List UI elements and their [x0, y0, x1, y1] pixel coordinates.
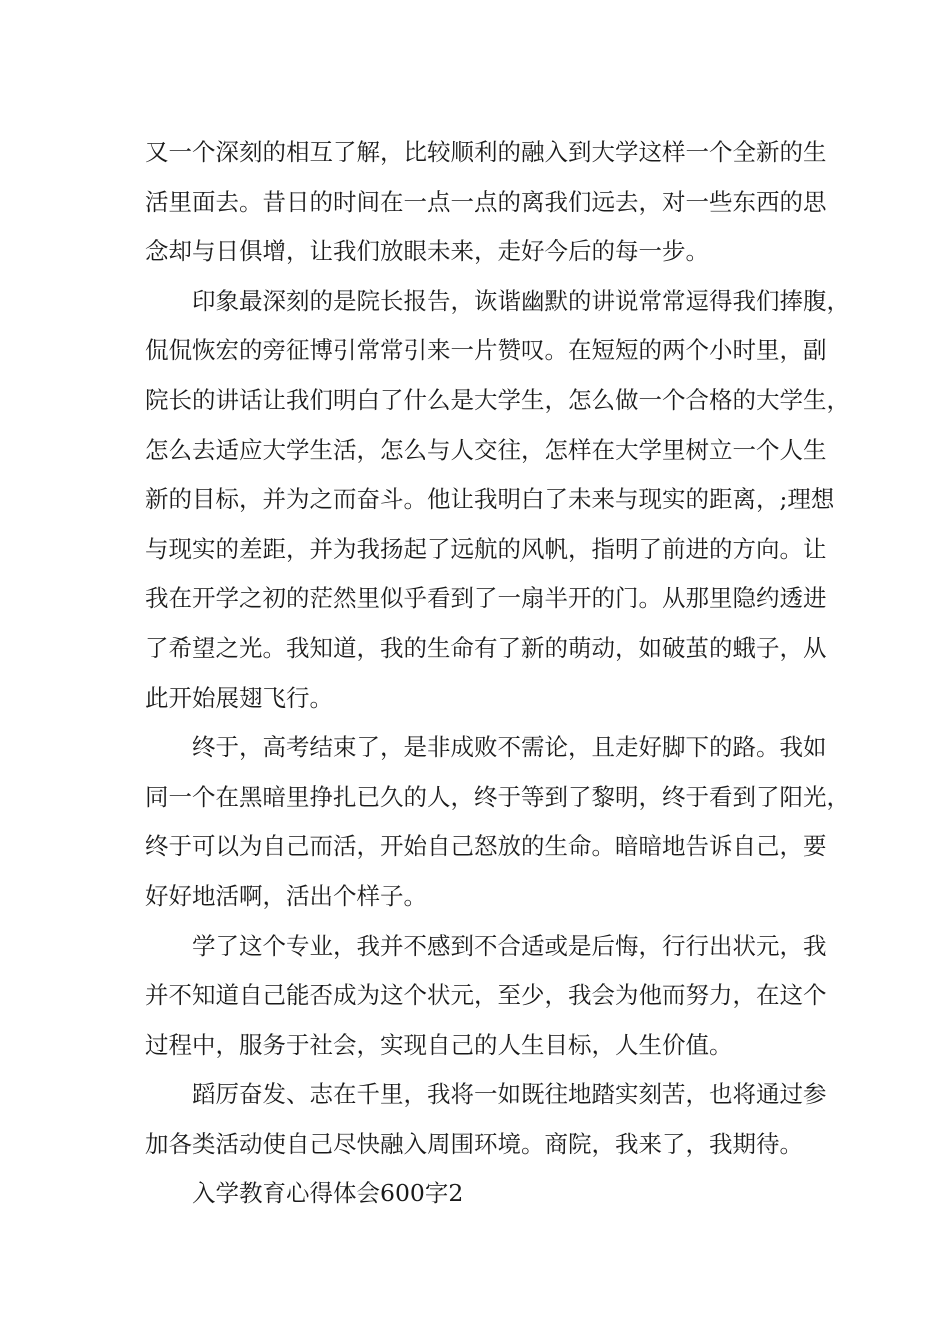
document-body — [145, 128, 850, 1219]
paragraph-2 — [145, 277, 850, 723]
text-line: 同一个在黑暗里挣扎已久的人，终于等到了黎明，终于看到了阳光， — [145, 782, 850, 811]
paragraph-4 — [145, 922, 827, 1071]
text-line: 并不知道自己能否成为这个状元，至少，我会为他而努力，在这个 — [145, 981, 827, 1010]
text-line: 我在开学之初的茫然里似乎看到了一扇半开的门。从那里隐约透进 — [145, 584, 827, 613]
text-line: 侃侃恢宏的旁征博引常常引来一片赞叹。在短短的两个小时里，副 — [145, 336, 827, 365]
paragraph-1 — [145, 128, 827, 277]
text-line: 院长的讲话让我们明白了什么是大学生，怎么做一个合格的大学生， — [145, 385, 850, 414]
text-line: 又一个深刻的相互了解，比较顺利的融入到大学这样一个全新的生 — [145, 138, 827, 166]
text-line: 学了这个专业，我并不感到不合适或是后悔，行行出状元，我 — [192, 931, 827, 960]
text-line: 过程中，服务于社会，实现自己的人生目标，人生价值。 — [145, 1030, 733, 1059]
text-line: 了希望之光。我知道，我的生命有了新的萌动，如破茧的蛾子，从 — [145, 633, 827, 662]
text-line: 好好地活啊，活出个样子。 — [145, 881, 427, 910]
text-line: 与现实的差距，并为我扬起了远航的风帆，指明了前进的方向。让 — [145, 534, 827, 563]
paragraph-3 — [145, 723, 850, 921]
text-line: 终于，高考结束了，是非成败不需论，且走好脚下的路。我如 — [192, 733, 827, 762]
text-line: 新的目标，并为之而奋斗。他让我明白了未来与现实的距离，;理想 — [145, 485, 835, 514]
text-line: 加各类活动使自己尽快融入周围环境。商院，我来了，我期待。 — [145, 1129, 803, 1158]
section-heading — [145, 1169, 817, 1219]
text-line: 终于可以为自己而活，开始自己怒放的生命。暗暗地告诉自己，要 — [145, 832, 827, 861]
paragraph-5 — [145, 1070, 827, 1169]
text-line: 入学教育心得体会600字2 — [192, 1179, 464, 1208]
text-line: 活里面去。昔日的时间在一点一点的离我们远去，对一些东西的思 — [145, 187, 827, 216]
text-line: 怎么去适应大学生活，怎么与人交往，怎样在大学里树立一个人生 — [145, 435, 827, 464]
text-line: 蹈厉奋发、志在千里，我将一如既往地踏实刻苦，也将通过参 — [192, 1080, 827, 1109]
text-line: 念却与日俱增，让我们放眼未来，走好今后的每一步。 — [145, 237, 709, 266]
text-line: 印象最深刻的是院长报告，诙谐幽默的讲说常常逗得我们捧腹， — [192, 286, 850, 315]
text-line: 此开始展翅飞行。 — [145, 683, 333, 712]
